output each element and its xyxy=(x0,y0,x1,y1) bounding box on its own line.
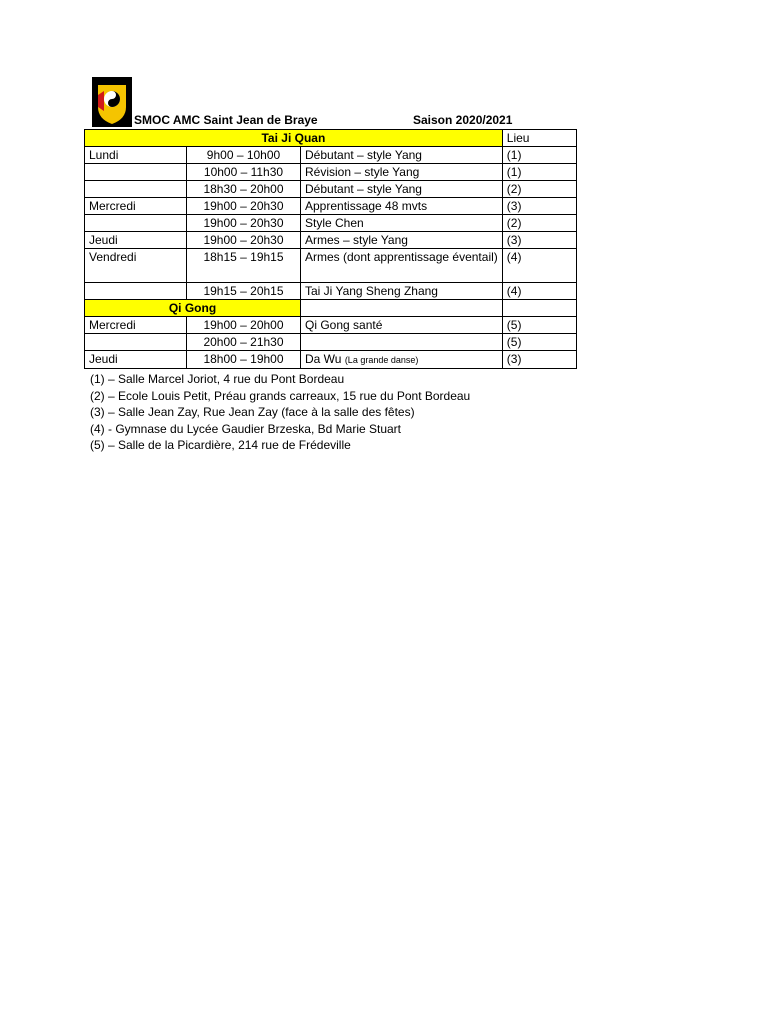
activity-cell: Armes – style Yang xyxy=(301,232,503,249)
section-header-row xyxy=(85,300,577,317)
place-cell: (3) xyxy=(502,232,576,249)
place-cell: (5) xyxy=(502,317,576,334)
place-cell: (4) xyxy=(502,283,576,300)
day-cell xyxy=(85,334,187,351)
activity-cell xyxy=(301,334,503,351)
day-cell: Mercredi xyxy=(85,317,187,334)
table-row xyxy=(85,232,577,249)
section-header-row xyxy=(85,130,577,147)
time-cell: 9h00 – 10h00 xyxy=(187,147,301,164)
section-title-tai-ji-quan: Tai Ji Quan xyxy=(85,130,503,147)
activity-cell: Apprentissage 48 mvts xyxy=(301,198,503,215)
table-row xyxy=(85,181,577,198)
table-row xyxy=(85,215,577,232)
time-cell: 18h30 – 20h00 xyxy=(187,181,301,198)
table-row xyxy=(85,334,577,351)
location-note: (4) - Gymnase du Lycée Gaudier Brzeska, Bd Marie Stuart xyxy=(90,421,402,436)
location-note: (3) – Salle Jean Zay, Rue Jean Zay (face à la salle des fêtes) xyxy=(90,405,415,419)
schedule-table xyxy=(84,129,577,369)
place-cell: (2) xyxy=(502,215,576,232)
season-title: Saison 2020/2021 xyxy=(413,113,513,127)
place-cell: (1) xyxy=(502,147,576,164)
activity-cell: Révision – style Yang xyxy=(301,164,503,181)
empty-cell xyxy=(502,300,576,317)
table-row xyxy=(85,249,577,283)
day-cell xyxy=(85,164,187,181)
location-note: (1) – Salle Marcel Joriot, 4 rue du Pont Bordeau xyxy=(90,372,345,386)
place-cell: (5) xyxy=(502,334,576,351)
place-cell: (3) xyxy=(502,198,576,215)
time-cell: 20h00 – 21h30 xyxy=(187,334,301,351)
place-cell: (1) xyxy=(502,164,576,181)
table-row xyxy=(85,198,577,215)
activity-cell: Débutant – style Yang xyxy=(301,181,503,198)
time-cell: 19h00 – 20h30 xyxy=(187,198,301,215)
activity-note: (La grande danse) xyxy=(344,355,419,365)
club-logo-icon xyxy=(92,77,132,127)
place-cell: (2) xyxy=(502,181,576,198)
time-cell: 10h00 – 11h30 xyxy=(187,164,301,181)
table-row xyxy=(85,351,577,369)
section-title-qi-gong: Qi Gong xyxy=(85,300,301,317)
time-cell: 19h00 – 20h00 xyxy=(187,317,301,334)
location-note: (2) – Ecole Louis Petit, Préau grands carreaux, 15 rue du Pont Bordeau xyxy=(90,388,471,403)
place-cell: (4) xyxy=(502,249,576,283)
club-title: SMOC AMC Saint Jean de Braye xyxy=(134,113,318,127)
empty-cell xyxy=(301,300,503,317)
table-row xyxy=(85,164,577,181)
day-cell: Jeudi xyxy=(85,351,187,369)
time-cell: 19h15 – 20h15 xyxy=(187,283,301,300)
activity-cell: Débutant – style Yang xyxy=(301,147,503,164)
place-cell: (3) xyxy=(502,351,576,369)
time-cell: 18h15 – 19h15 xyxy=(187,249,301,283)
table-row xyxy=(85,147,577,164)
lieu-header: Lieu xyxy=(502,130,576,147)
activity-text: Da Wu xyxy=(305,352,342,366)
day-cell xyxy=(85,283,187,300)
activity-cell: Armes (dont apprentissage éventail) xyxy=(301,249,503,283)
day-cell xyxy=(85,181,187,198)
table-row xyxy=(85,283,577,300)
day-cell xyxy=(85,215,187,232)
day-cell: Mercredi xyxy=(85,198,187,215)
activity-cell: Qi Gong santé xyxy=(301,317,503,334)
activity-cell: Style Chen xyxy=(301,215,503,232)
time-cell: 19h00 – 20h30 xyxy=(187,215,301,232)
day-cell: Vendredi xyxy=(85,249,187,283)
location-note: (5) – Salle de la Picardière, 214 rue de Frédeville xyxy=(90,438,351,452)
activity-cell xyxy=(301,351,503,369)
activity-cell: Tai Ji Yang Sheng Zhang xyxy=(301,283,503,300)
day-cell: Lundi xyxy=(85,147,187,164)
locations-legend xyxy=(90,371,470,454)
table-row xyxy=(85,317,577,334)
time-cell: 18h00 – 19h00 xyxy=(187,351,301,369)
day-cell: Jeudi xyxy=(85,232,187,249)
time-cell: 19h00 – 20h30 xyxy=(187,232,301,249)
